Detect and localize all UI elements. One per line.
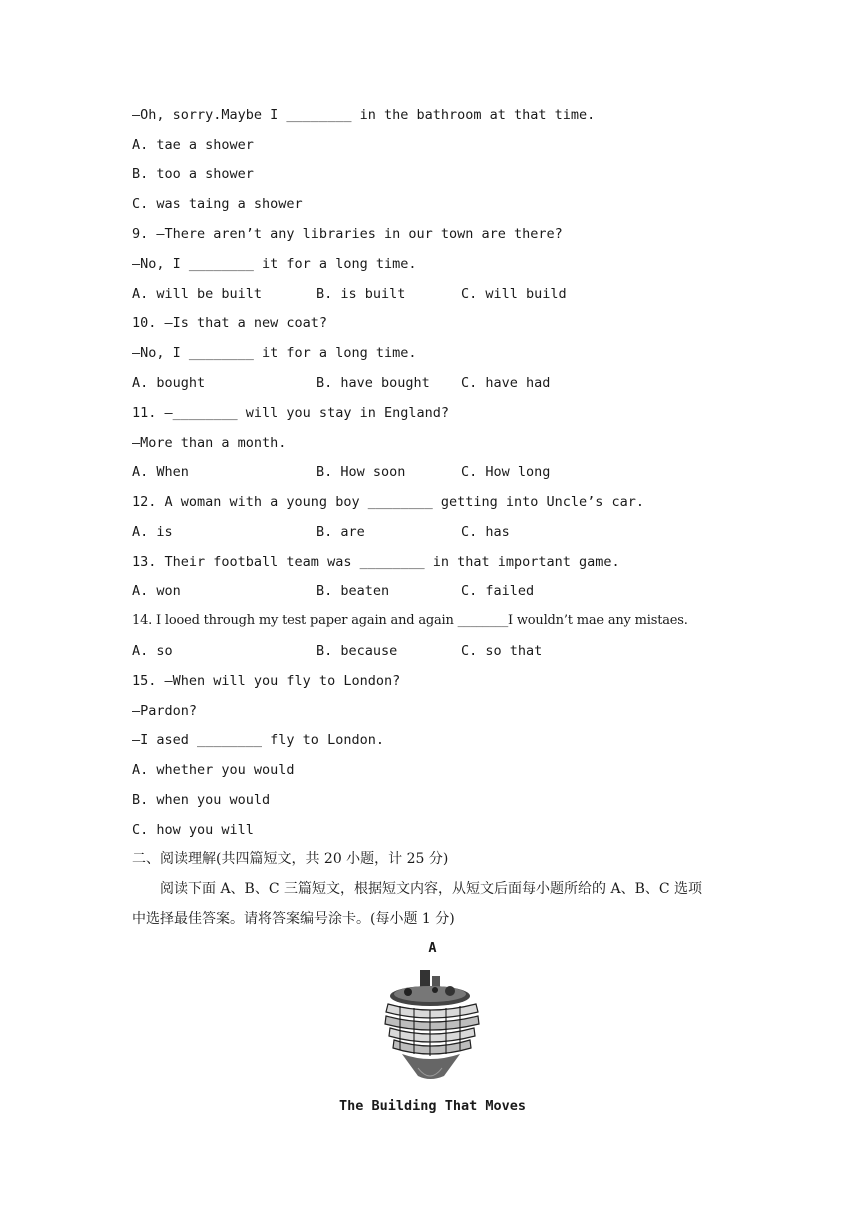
question-14-stem: 14. I looed through my test paper again and again ________I wouldn’t mae any mistaes. (132, 613, 688, 628)
section-instruction-line-2: 中选择最佳答案。请将答案编号涂卡。(每小题 1 分) (132, 911, 455, 927)
q10-option-c: C. have had (461, 375, 551, 391)
question-11-reply: —More than a month. (132, 435, 287, 451)
question-13-stem: 13. Their football team was ________ in that important game. (132, 554, 620, 570)
question-12-stem: 12. A woman with a young boy ________ getting into Uncle’s car. (132, 494, 645, 510)
q14-option-a: A. so (132, 643, 173, 659)
q8-option-b: B. too a shower (132, 166, 254, 182)
question-15-reply-1: —Pardon? (132, 703, 198, 719)
q13-option-b: B. beaten (316, 583, 390, 599)
section-heading: 二、阅读理解(共四篇短文，共 20 小题，计 25 分) (132, 851, 449, 867)
question-9-reply: —No, I ________ it for a long time. (132, 256, 417, 272)
q8-option-a: A. tae a shower (132, 137, 254, 153)
q14-option-b: B. because (316, 643, 398, 659)
passage-label: A (428, 940, 437, 956)
q8-option-c: C. was taing a shower (132, 196, 303, 212)
q15-option-c: C. how you will (132, 822, 254, 838)
q14-option-c: C. so that (461, 643, 543, 659)
q9-option-b: B. is built (316, 286, 406, 302)
section-instruction-line-1: 阅读下面 A、B、C 三篇短文，根据短文内容，从短文后面每小题所给的 A、B、C 选项 (160, 881, 703, 897)
q9-option-c: C. will build (461, 286, 567, 302)
q11-option-a: A. When (132, 464, 189, 480)
building-illustration (380, 968, 486, 1086)
question-11-stem: 11. —________ will you stay in England? (132, 405, 449, 421)
question-8-reply: —Oh, sorry.Maybe I ________ in the bathroom at that time. (132, 107, 596, 123)
question-9-stem: 9. —There aren’t any libraries in our town are there? (132, 226, 563, 242)
q12-option-a: A. is (132, 524, 173, 540)
question-15-stem: 15. —When will you fly to London? (132, 673, 401, 689)
question-15-reply-2: —I ased ________ fly to London. (132, 732, 384, 748)
q13-option-c: C. failed (461, 583, 535, 599)
q9-option-a: A. will be built (132, 286, 263, 302)
question-10-stem: 10. —Is that a new coat? (132, 315, 328, 331)
q13-option-a: A. won (132, 583, 181, 599)
q15-option-a: A. whether you would (132, 762, 295, 778)
q12-option-c: C. has (461, 524, 510, 540)
question-10-reply: —No, I ________ it for a long time. (132, 345, 417, 361)
passage-title: The Building That Moves (339, 1098, 526, 1114)
q11-option-b: B. How soon (316, 464, 406, 480)
q11-option-c: C. How long (461, 464, 551, 480)
q12-option-b: B. are (316, 524, 365, 540)
q15-option-b: B. when you would (132, 792, 271, 808)
q10-option-a: A. bought (132, 375, 206, 391)
q10-option-b: B. have bought (316, 375, 430, 391)
